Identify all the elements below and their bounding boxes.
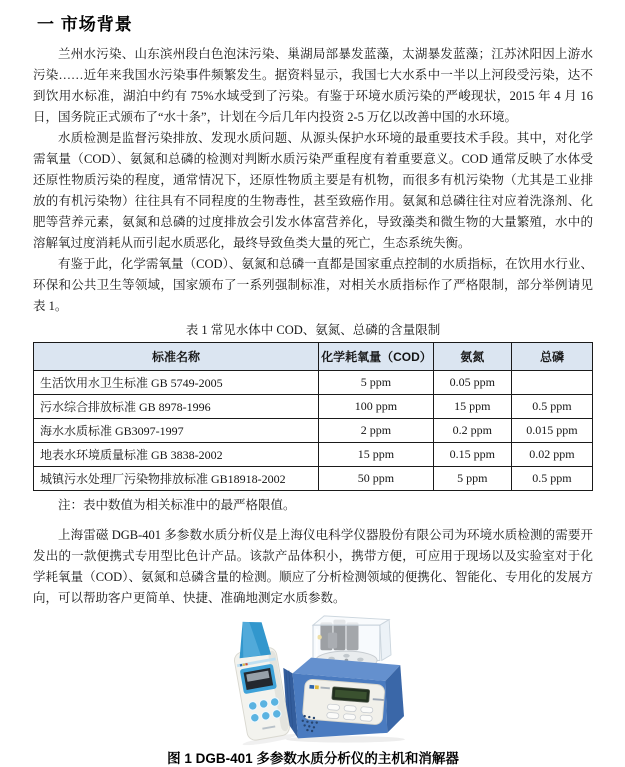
cell-phosphorus: 0.5 ppm	[511, 395, 592, 419]
paragraph-water-testing: 水质检测是监督污染排放、发现水质问题、从源头保护水环境的最重要技术手段。其中，对化学需氧量（COD）、氨氮和总磷的检测对判断水质污染严重程度有着重要意义。COD 通常反映了水体受还原性物质污染的程度，通常情况下，还原性物质主要是有机物，而很多有机污染物（尤其是工业排放的有机污染物）往往具有不同程度的生物毒性，甚至致癌作用。氨氮和总磷往往对应着洗涤剂、化肥等营养元素，氨氮和总磷的过度排放会引发水体富营养化，导致藻类和微生物的大量繁殖，水中的溶解氧过度消耗从而引起水质恶化，最终导致鱼类大量的死亡，生态系统失衡。	[33, 131, 593, 250]
digester-illustration	[283, 616, 405, 743]
column-header-cod: 化学耗氧量（COD）	[319, 343, 434, 371]
column-header-standard-name: 标准名称	[34, 343, 319, 371]
section-heading: 一 市场背景	[37, 15, 133, 34]
paragraph-pollution-events: 兰州水污染、山东滨州段白色泡沫污染、巢湖局部暴发蓝藻，太湖暴发蓝藻；江苏沭阳因上游水污染……近年来我国水污染事件频繁发生。据资料显示，我国七大水系中一半以上河段受污染，达不到饮用水标准，湖泊中约有 75%水域受到了污染。有鉴于环境水质污染的严峻现状，2015 年 4 月 16 日，国务院正式颁布了“水十条”，计划在今后几年内投资 2-5 万亿以改善中国的水环境。	[33, 47, 593, 124]
cell-standard-name: 生活饮用水卫生标准 GB 5749-2005	[34, 371, 319, 395]
cell-cod: 100 ppm	[319, 395, 434, 419]
cell-standard-name: 海水水质标准 GB3097-1997	[34, 419, 319, 443]
product-figure	[33, 614, 593, 767]
table-caption: 表 1 常见水体中 COD、氨氮、总磷的含量限制	[185, 323, 441, 337]
cell-phosphorus: 0.02 ppm	[511, 443, 592, 467]
table-note: 注：表中数值为相关标准中的最严格限值。	[58, 498, 296, 512]
table-row	[34, 443, 593, 467]
cell-ammonia: 5 ppm	[433, 467, 511, 491]
product-photo	[163, 614, 463, 744]
paragraph-national-standards: 有鉴于此，化学需氧量（COD）、氨氮和总磷一直都是国家重点控制的水质指标，在饮用水行业、环保和公共卫生等领域，国家颁布了一系列强制标准，对相关水质指标作了严格限制，部分举例请见表 1。	[33, 257, 593, 313]
paragraph-product-intro: 上海雷磁 DGB-401 多参数水质分析仪是上海仪电科学仪器股份有限公司为环境水质检测的需要开发出的一款便携式专用型比色计产品。该款产品体积小，携带方便，可应用于现场以及实验室对于化学耗氧量（COD）、氨氮和总磷含量的检测。顺应了分析检测领域的便携化、智能化、专用化的发展方向，可以帮助客户更简单、快捷、准确地测定水质参数。	[33, 528, 593, 605]
cell-ammonia: 0.15 ppm	[433, 443, 511, 467]
cell-standard-name: 污水综合排放标准 GB 8978-1996	[34, 395, 319, 419]
cell-cod: 5 ppm	[319, 371, 434, 395]
cell-cod: 15 ppm	[319, 443, 434, 467]
table-row	[34, 467, 593, 491]
cell-phosphorus: 0.015 ppm	[511, 419, 592, 443]
figure-caption: 图 1 DGB-401 多参数水质分析仪的主机和消解器	[167, 751, 459, 766]
cell-phosphorus	[511, 371, 592, 395]
cell-cod: 50 ppm	[319, 467, 434, 491]
column-header-phosphorus: 总磷	[511, 343, 592, 371]
cell-cod: 2 ppm	[319, 419, 434, 443]
cell-phosphorus: 0.5 ppm	[511, 467, 592, 491]
cell-ammonia: 0.05 ppm	[433, 371, 511, 395]
table-row	[34, 371, 593, 395]
cell-standard-name: 地表水环境质量标准 GB 3838-2002	[34, 443, 319, 467]
cell-standard-name: 城镇污水处理厂污染物排放标准 GB18918-2002	[34, 467, 319, 491]
cell-ammonia: 0.2 ppm	[433, 419, 511, 443]
column-header-ammonia: 氨氮	[433, 343, 511, 371]
table-row	[34, 395, 593, 419]
limits-table	[33, 342, 593, 491]
cell-ammonia: 15 ppm	[433, 395, 511, 419]
table-header-row	[34, 343, 593, 371]
table-row	[34, 419, 593, 443]
